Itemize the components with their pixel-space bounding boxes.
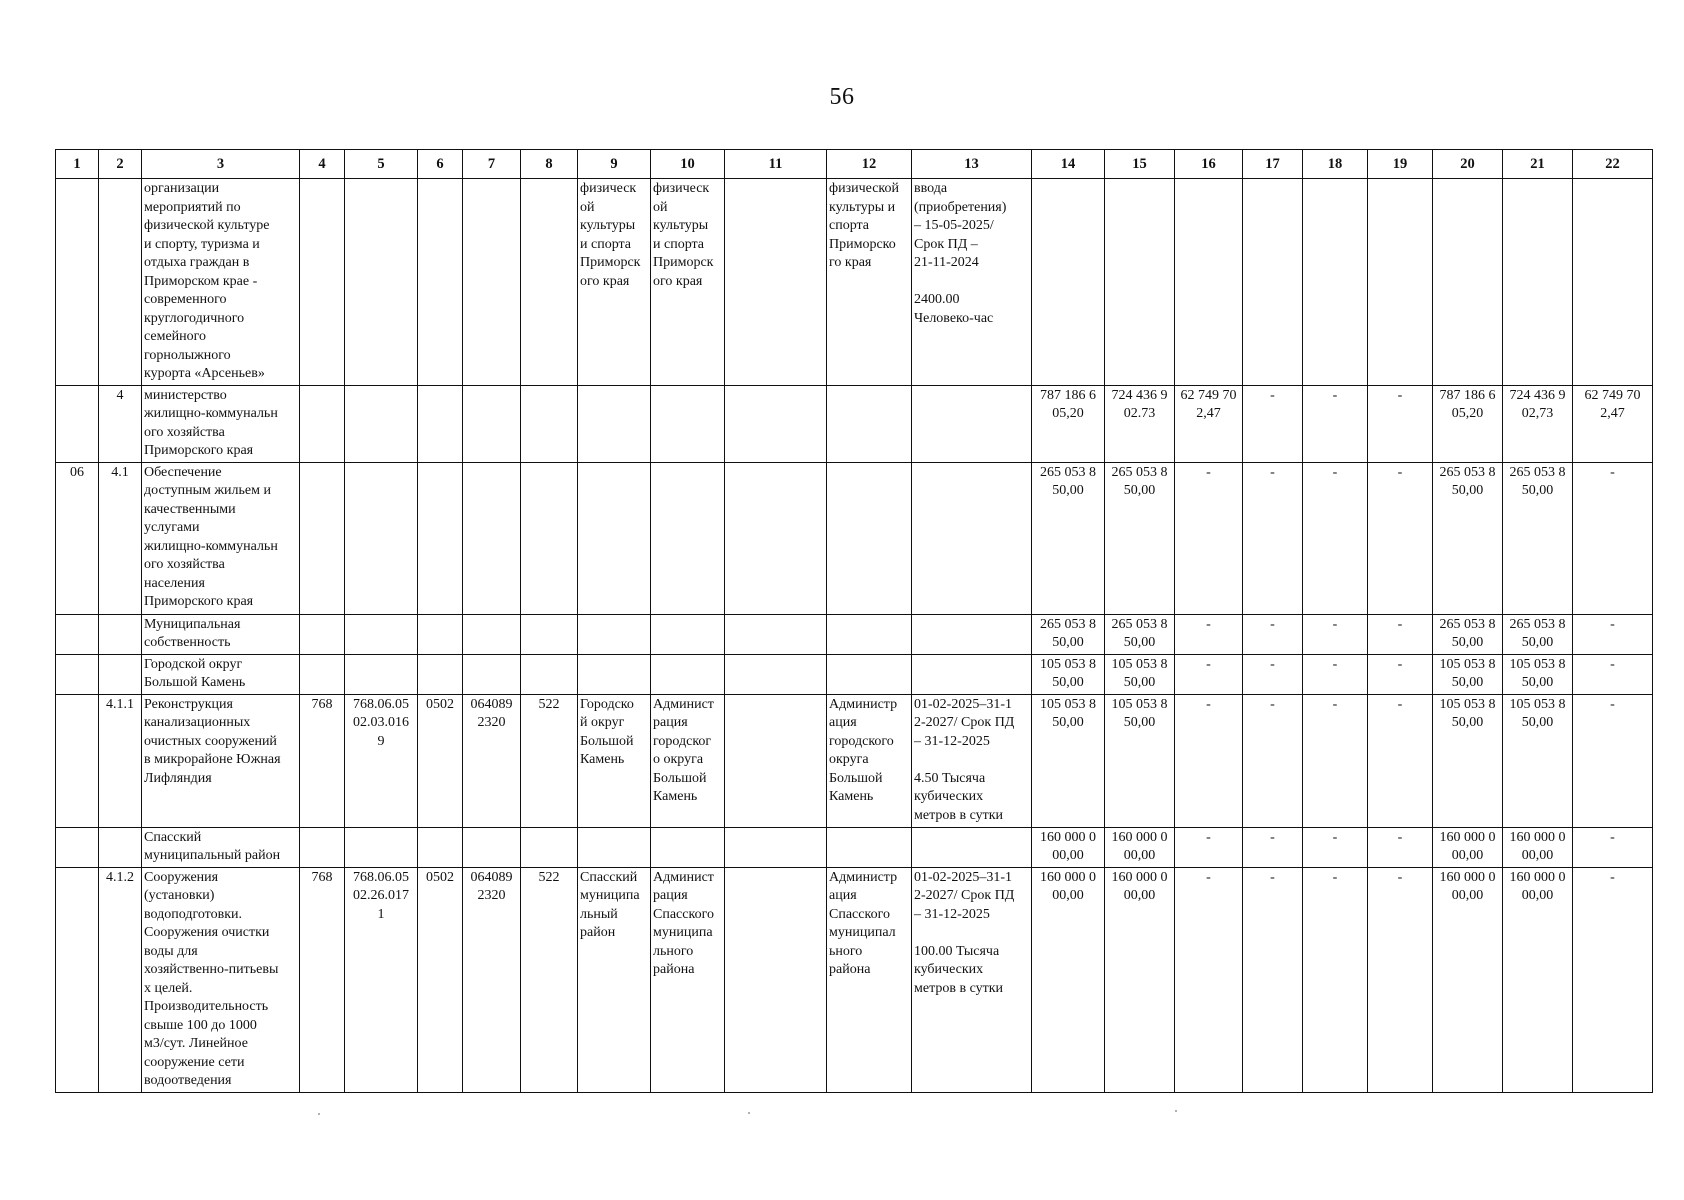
table-cell: 0502 [418, 867, 463, 1092]
table-cell [99, 654, 142, 694]
table-cell: - [1243, 462, 1303, 614]
table-cell: Муниципальная собственность [142, 614, 300, 654]
table-cell: Городско й округ Большой Камень [578, 694, 651, 827]
table-cell [1243, 179, 1303, 386]
table-cell: 768.06.05 02.26.017 1 [345, 867, 418, 1092]
table-cell: 01-02-2025–31-1 2-2027/ Срок ПД – 31-12-2025 4.50 Тысяча кубических метров в сутки [912, 694, 1032, 827]
column-header: 7 [463, 150, 521, 179]
column-header: 4 [300, 150, 345, 179]
table-cell [1303, 179, 1368, 386]
table-cell: - [1175, 827, 1243, 867]
table-cell [651, 614, 725, 654]
table-cell: 62 749 70 2,47 [1573, 385, 1653, 462]
table-cell [521, 462, 578, 614]
column-header: 14 [1032, 150, 1105, 179]
table-cell: - [1573, 694, 1653, 827]
table-cell [463, 827, 521, 867]
table-cell [725, 827, 827, 867]
table-cell [345, 614, 418, 654]
table-cell: 265 053 8 50,00 [1032, 462, 1105, 614]
table-cell [1573, 179, 1653, 386]
table-cell: 105 053 8 50,00 [1105, 654, 1175, 694]
table-cell: - [1243, 614, 1303, 654]
table-cell: 160 000 0 00,00 [1503, 827, 1573, 867]
table-cell: 4.1 [99, 462, 142, 614]
table-cell [1032, 179, 1105, 386]
table-cell: 160 000 0 00,00 [1032, 867, 1105, 1092]
table-cell: 265 053 8 50,00 [1105, 462, 1175, 614]
table-cell: министерство жилищно-коммунальн ого хозяйства Приморского края [142, 385, 300, 462]
table-cell: 160 000 0 00,00 [1433, 827, 1503, 867]
table-cell: 105 053 8 50,00 [1032, 654, 1105, 694]
table-cell: 265 053 8 50,00 [1503, 462, 1573, 614]
table-cell [827, 827, 912, 867]
table-cell: - [1368, 614, 1433, 654]
table-cell: 724 436 9 02.73 [1105, 385, 1175, 462]
table-cell: - [1573, 614, 1653, 654]
table-cell [99, 179, 142, 386]
column-header: 16 [1175, 150, 1243, 179]
table-row [56, 614, 1653, 654]
table-cell: - [1243, 654, 1303, 694]
table-cell: - [1573, 827, 1653, 867]
table-cell: физической культуры и спорта Приморско го края [827, 179, 912, 386]
table-cell: Админист рация Спасского муниципа льного района [651, 867, 725, 1092]
table-cell [1503, 179, 1573, 386]
column-header: 19 [1368, 150, 1433, 179]
table-cell: - [1368, 462, 1433, 614]
column-header: 22 [1573, 150, 1653, 179]
table-cell [418, 654, 463, 694]
column-header: 3 [142, 150, 300, 179]
table-cell [463, 385, 521, 462]
table-cell: 522 [521, 694, 578, 827]
table-cell [578, 462, 651, 614]
table-cell: - [1303, 867, 1368, 1092]
table-cell [827, 614, 912, 654]
table-cell [725, 179, 827, 386]
table-cell: - [1573, 867, 1653, 1092]
column-header: 20 [1433, 150, 1503, 179]
table-cell: Сооружения (установки) водоподготовки. Сооружения очистки воды для хозяйственно-питьевы х целей. Производительность свыше 100 до 1000 м3/сут. Линейное сооружение сети водоотведения [142, 867, 300, 1092]
table-cell [651, 462, 725, 614]
table-cell: - [1175, 654, 1243, 694]
table-cell: 160 000 0 00,00 [1105, 867, 1175, 1092]
table-cell [725, 694, 827, 827]
table-cell [725, 614, 827, 654]
table-cell: - [1303, 462, 1368, 614]
table-cell: - [1573, 462, 1653, 614]
table-cell: - [1243, 867, 1303, 1092]
table-row [56, 867, 1653, 1092]
table-cell [912, 614, 1032, 654]
table-cell [345, 385, 418, 462]
table-cell: 064089 2320 [463, 694, 521, 827]
column-header: 12 [827, 150, 912, 179]
table-cell: - [1368, 867, 1433, 1092]
table-cell: Спасский муниципальный район [142, 827, 300, 867]
table-cell [521, 614, 578, 654]
table-cell: физическ ой культуры и спорта Приморск ого края [578, 179, 651, 386]
table-cell: 105 053 8 50,00 [1105, 694, 1175, 827]
table-cell [651, 385, 725, 462]
table-cell [912, 654, 1032, 694]
column-header: 1 [56, 150, 99, 179]
table-cell: 105 053 8 50,00 [1503, 654, 1573, 694]
table-cell: 160 000 0 00,00 [1032, 827, 1105, 867]
table-cell [827, 385, 912, 462]
table-cell [1433, 179, 1503, 386]
table-cell [463, 614, 521, 654]
table-cell [300, 654, 345, 694]
table-cell: - [1243, 694, 1303, 827]
table-cell [56, 827, 99, 867]
table-cell: 0502 [418, 694, 463, 827]
table-row [56, 694, 1653, 827]
table-cell: Реконструкция канализационных очистных сооружений в микрорайоне Южная Лифляндия [142, 694, 300, 827]
table-cell [345, 827, 418, 867]
table-body [56, 179, 1653, 1093]
table-cell [300, 614, 345, 654]
table-cell: 265 053 8 50,00 [1433, 614, 1503, 654]
table-cell [56, 694, 99, 827]
column-header: 21 [1503, 150, 1573, 179]
table-cell: 265 053 8 50,00 [1503, 614, 1573, 654]
column-header: 2 [99, 150, 142, 179]
table-cell: 160 000 0 00,00 [1105, 827, 1175, 867]
column-header: 15 [1105, 150, 1175, 179]
table-cell [418, 385, 463, 462]
table-cell [300, 462, 345, 614]
table-cell [1175, 179, 1243, 386]
table-cell: - [1303, 654, 1368, 694]
table-cell: Администр ация городского округа Большой Камень [827, 694, 912, 827]
table-cell: - [1303, 694, 1368, 827]
column-header: 17 [1243, 150, 1303, 179]
scan-dot [1175, 1110, 1177, 1112]
table-cell [827, 462, 912, 614]
table-cell: 787 186 6 05,20 [1032, 385, 1105, 462]
table-cell: 787 186 6 05,20 [1433, 385, 1503, 462]
table-row [56, 462, 1653, 614]
table-cell [725, 654, 827, 694]
table-cell [345, 179, 418, 386]
table-cell: 4.1.1 [99, 694, 142, 827]
table-cell [521, 827, 578, 867]
table-cell [1105, 179, 1175, 386]
table-cell [578, 827, 651, 867]
table-cell: - [1303, 614, 1368, 654]
column-header: 11 [725, 150, 827, 179]
table-cell: 105 053 8 50,00 [1433, 694, 1503, 827]
table-cell: 768 [300, 867, 345, 1092]
table-cell [521, 179, 578, 386]
column-header: 8 [521, 150, 578, 179]
table-cell: 4 [99, 385, 142, 462]
table-cell [827, 654, 912, 694]
table-row [56, 385, 1653, 462]
scan-dot [748, 1112, 750, 1114]
table-cell: - [1243, 827, 1303, 867]
table-cell [300, 385, 345, 462]
table-cell: ввода (приобретения) – 15-05-2025/ Срок ПД – 21-11-2024 2400.00 Человеко-час [912, 179, 1032, 386]
table-cell: - [1368, 694, 1433, 827]
table-cell: - [1573, 654, 1653, 694]
table-cell: 768 [300, 694, 345, 827]
table-cell [56, 614, 99, 654]
table-cell: - [1368, 827, 1433, 867]
column-header: 6 [418, 150, 463, 179]
table-cell: 724 436 9 02,73 [1503, 385, 1573, 462]
table-cell: Обеспечение доступным жильем и качественными услугами жилищно-коммунальн ого хозяйства населения Приморского края [142, 462, 300, 614]
table-cell [578, 385, 651, 462]
column-header: 10 [651, 150, 725, 179]
table-cell [99, 614, 142, 654]
table-cell: - [1175, 694, 1243, 827]
table-cell [300, 179, 345, 386]
table-cell: физическ ой культуры и спорта Приморск ого края [651, 179, 725, 386]
table-cell [578, 654, 651, 694]
table-cell [56, 654, 99, 694]
page-number: 56 [829, 84, 855, 110]
table-cell [56, 385, 99, 462]
table-cell: 265 053 8 50,00 [1105, 614, 1175, 654]
table-cell [418, 462, 463, 614]
table-cell: 105 053 8 50,00 [1032, 694, 1105, 827]
table-cell: 4.1.2 [99, 867, 142, 1092]
table-cell: - [1303, 385, 1368, 462]
table-cell: - [1243, 385, 1303, 462]
column-header: 13 [912, 150, 1032, 179]
table-cell [521, 385, 578, 462]
table-cell [345, 654, 418, 694]
table-cell [463, 462, 521, 614]
table-cell: 105 053 8 50,00 [1433, 654, 1503, 694]
table-cell [99, 827, 142, 867]
table-row [56, 179, 1653, 386]
table-cell [418, 179, 463, 386]
table-cell: 064089 2320 [463, 867, 521, 1092]
table-cell: - [1368, 385, 1433, 462]
table-cell: 160 000 0 00,00 [1433, 867, 1503, 1092]
table-cell: - [1175, 462, 1243, 614]
table-cell [725, 867, 827, 1092]
table-cell: Админист рация городског о округа Большой Камень [651, 694, 725, 827]
table-cell [725, 385, 827, 462]
table-cell: 768.06.05 02.03.016 9 [345, 694, 418, 827]
table-header-row [56, 150, 1653, 179]
table-cell [463, 179, 521, 386]
table-cell [725, 462, 827, 614]
data-table [55, 149, 1653, 1093]
table-cell: 522 [521, 867, 578, 1092]
table-cell [1368, 179, 1433, 386]
table-cell [912, 827, 1032, 867]
table-cell: - [1303, 827, 1368, 867]
table-cell [463, 654, 521, 694]
table-cell: Администр ация Спасского муниципал ьного района [827, 867, 912, 1092]
table-cell [521, 654, 578, 694]
table-cell: 01-02-2025–31-1 2-2027/ Срок ПД – 31-12-2025 100.00 Тысяча кубических метров в сутки [912, 867, 1032, 1092]
table-cell [651, 654, 725, 694]
column-header: 18 [1303, 150, 1368, 179]
table-cell: - [1175, 867, 1243, 1092]
table-cell: - [1175, 614, 1243, 654]
table-cell [418, 827, 463, 867]
column-header: 9 [578, 150, 651, 179]
table-cell [578, 614, 651, 654]
table-cell: 160 000 0 00,00 [1503, 867, 1573, 1092]
table-row [56, 827, 1653, 867]
table-cell: - [1368, 654, 1433, 694]
table-cell [300, 827, 345, 867]
table-cell [345, 462, 418, 614]
column-header: 5 [345, 150, 418, 179]
table-cell: 265 053 8 50,00 [1032, 614, 1105, 654]
table-cell [651, 827, 725, 867]
table-cell [56, 867, 99, 1092]
table-cell: 265 053 8 50,00 [1433, 462, 1503, 614]
table-cell [56, 179, 99, 386]
table-cell [418, 614, 463, 654]
table-row [56, 654, 1653, 694]
scan-dot [318, 1113, 320, 1115]
table-cell: организации мероприятий по физической культуре и спорту, туризма и отдыха граждан в Приморском крае - современного круглогодичного семейного горнолыжного курорта «Арсеньев» [142, 179, 300, 386]
table-cell [912, 385, 1032, 462]
table-cell: 62 749 70 2,47 [1175, 385, 1243, 462]
table-cell: Спасский муниципа льный район [578, 867, 651, 1092]
table-cell [912, 462, 1032, 614]
table-cell: 06 [56, 462, 99, 614]
table-cell: Городской округ Большой Камень [142, 654, 300, 694]
table-cell: 105 053 8 50,00 [1503, 694, 1573, 827]
